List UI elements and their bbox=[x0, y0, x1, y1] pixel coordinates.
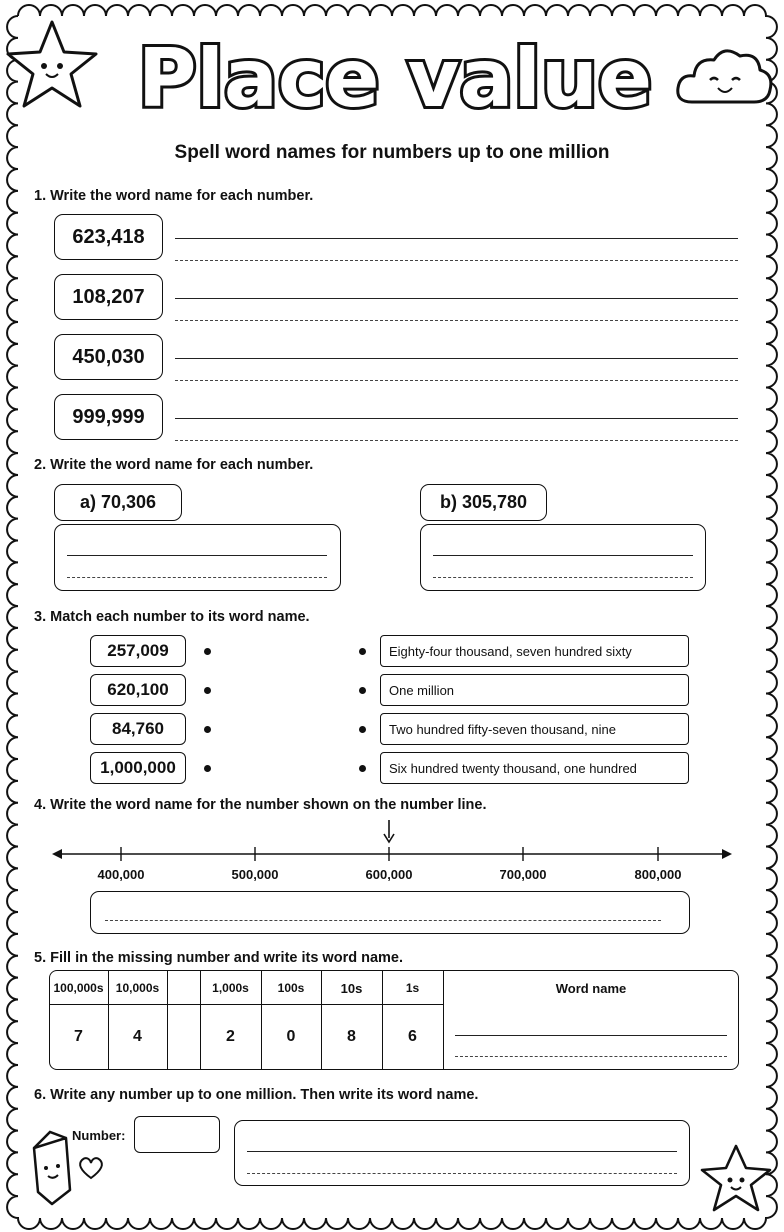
heart-icon bbox=[76, 1154, 106, 1182]
header-word-name: Word name bbox=[555, 980, 627, 996]
q1-number-3: 450,030 bbox=[54, 334, 163, 380]
q1-guide-line-3 bbox=[175, 380, 738, 381]
q3-word-4: Six hundred twenty thousand, one hundred bbox=[380, 752, 689, 784]
q3-number-3: 84,760 bbox=[90, 713, 186, 745]
q2a-number: a) 70,306 bbox=[54, 484, 182, 521]
value-10s: 8 bbox=[347, 1028, 356, 1045]
header-100s: 100s bbox=[277, 981, 305, 995]
star-mascot-icon bbox=[2, 14, 102, 114]
value-100000s: 7 bbox=[74, 1028, 83, 1045]
q5-guide-line bbox=[455, 1056, 727, 1057]
q6-number-box[interactable] bbox=[134, 1116, 220, 1153]
q1-number-1: 623,418 bbox=[54, 214, 163, 260]
q1-guide-line-4 bbox=[175, 440, 738, 441]
q1-guide-line-1 bbox=[175, 260, 738, 261]
q3-number-2: 620,100 bbox=[90, 674, 186, 706]
pencil-mascot-icon bbox=[26, 1128, 76, 1208]
header-10000s: 10,000s bbox=[115, 981, 160, 995]
q1-number-2: 108,207 bbox=[54, 274, 163, 320]
q4-answer-box[interactable] bbox=[90, 891, 690, 934]
q3-word-2: One million bbox=[380, 674, 689, 706]
question-3-heading: 3. Match each number to its word name. bbox=[34, 609, 310, 625]
number-label: Number: bbox=[72, 1128, 126, 1143]
svg-text:Place value: Place value bbox=[137, 32, 653, 124]
page-subtitle: Spell word names for numbers up to one million bbox=[174, 142, 610, 163]
q5-answer-line[interactable] bbox=[455, 1035, 727, 1036]
q3-number-4: 1,000,000 bbox=[90, 752, 186, 784]
question-4-heading: 4. Write the word name for the number shown on the number line. bbox=[34, 797, 487, 813]
q2b-answer-box[interactable] bbox=[420, 524, 706, 591]
q2a-answer-box[interactable] bbox=[54, 524, 341, 591]
value-1000s: 2 bbox=[226, 1028, 235, 1045]
q2b-number: b) 305,780 bbox=[420, 484, 547, 521]
question-1-heading: 1. Write the word name for each number. bbox=[34, 188, 314, 204]
question-2-heading: 2. Write the word name for each number. bbox=[34, 457, 314, 473]
q1-answer-line-4[interactable] bbox=[175, 418, 738, 419]
q1-answer-line-2[interactable] bbox=[175, 298, 738, 299]
question-5-heading: 5. Fill in the missing number and write its word name. bbox=[34, 950, 404, 966]
q3-right-dot-4[interactable] bbox=[359, 765, 366, 772]
tick-label-2: 500,000 bbox=[231, 867, 279, 882]
q3-word-3: Two hundred fifty-seven thousand, nine bbox=[380, 713, 689, 745]
question-6-heading: 6. Write any number up to one million. Then write its word name. bbox=[34, 1087, 479, 1103]
q6-answer-box[interactable] bbox=[234, 1120, 690, 1186]
q3-right-dot-1[interactable] bbox=[359, 648, 366, 655]
q1-guide-line-2 bbox=[175, 320, 738, 321]
tick-label-1: 400,000 bbox=[97, 867, 145, 882]
q1-answer-line-1[interactable] bbox=[175, 238, 738, 239]
page-title bbox=[115, 28, 675, 124]
tick-label-3: 600,000 bbox=[365, 867, 413, 882]
header-blank bbox=[167, 972, 200, 1004]
q1-number-4: 999,999 bbox=[54, 394, 163, 440]
header-1s: 1s bbox=[405, 981, 420, 995]
header-100000s: 100,000s bbox=[53, 981, 104, 995]
tick-label-4: 700,000 bbox=[499, 867, 547, 882]
q3-right-dot-2[interactable] bbox=[359, 687, 366, 694]
star-small-mascot-icon bbox=[696, 1140, 778, 1216]
tick-label-5: 800,000 bbox=[634, 867, 682, 882]
header-10s: 10s bbox=[340, 980, 363, 996]
missing-digit-cell[interactable] bbox=[167, 1006, 200, 1068]
header-1000s: 1,000s bbox=[212, 981, 249, 995]
number-line bbox=[50, 820, 734, 868]
q3-number-1: 257,009 bbox=[90, 635, 186, 667]
value-100s: 0 bbox=[286, 1028, 296, 1045]
q3-left-dot-1[interactable] bbox=[204, 648, 211, 655]
q3-left-dot-4[interactable] bbox=[204, 765, 211, 772]
value-1s: 6 bbox=[408, 1028, 417, 1045]
cloud-mascot-icon bbox=[672, 36, 778, 116]
q3-left-dot-2[interactable] bbox=[204, 687, 211, 694]
q1-answer-line-3[interactable] bbox=[175, 358, 738, 359]
q3-left-dot-3[interactable] bbox=[204, 726, 211, 733]
q3-word-1: Eighty-four thousand, seven hundred sixty bbox=[380, 635, 689, 667]
value-10000s: 4 bbox=[133, 1028, 142, 1045]
q3-right-dot-3[interactable] bbox=[359, 726, 366, 733]
